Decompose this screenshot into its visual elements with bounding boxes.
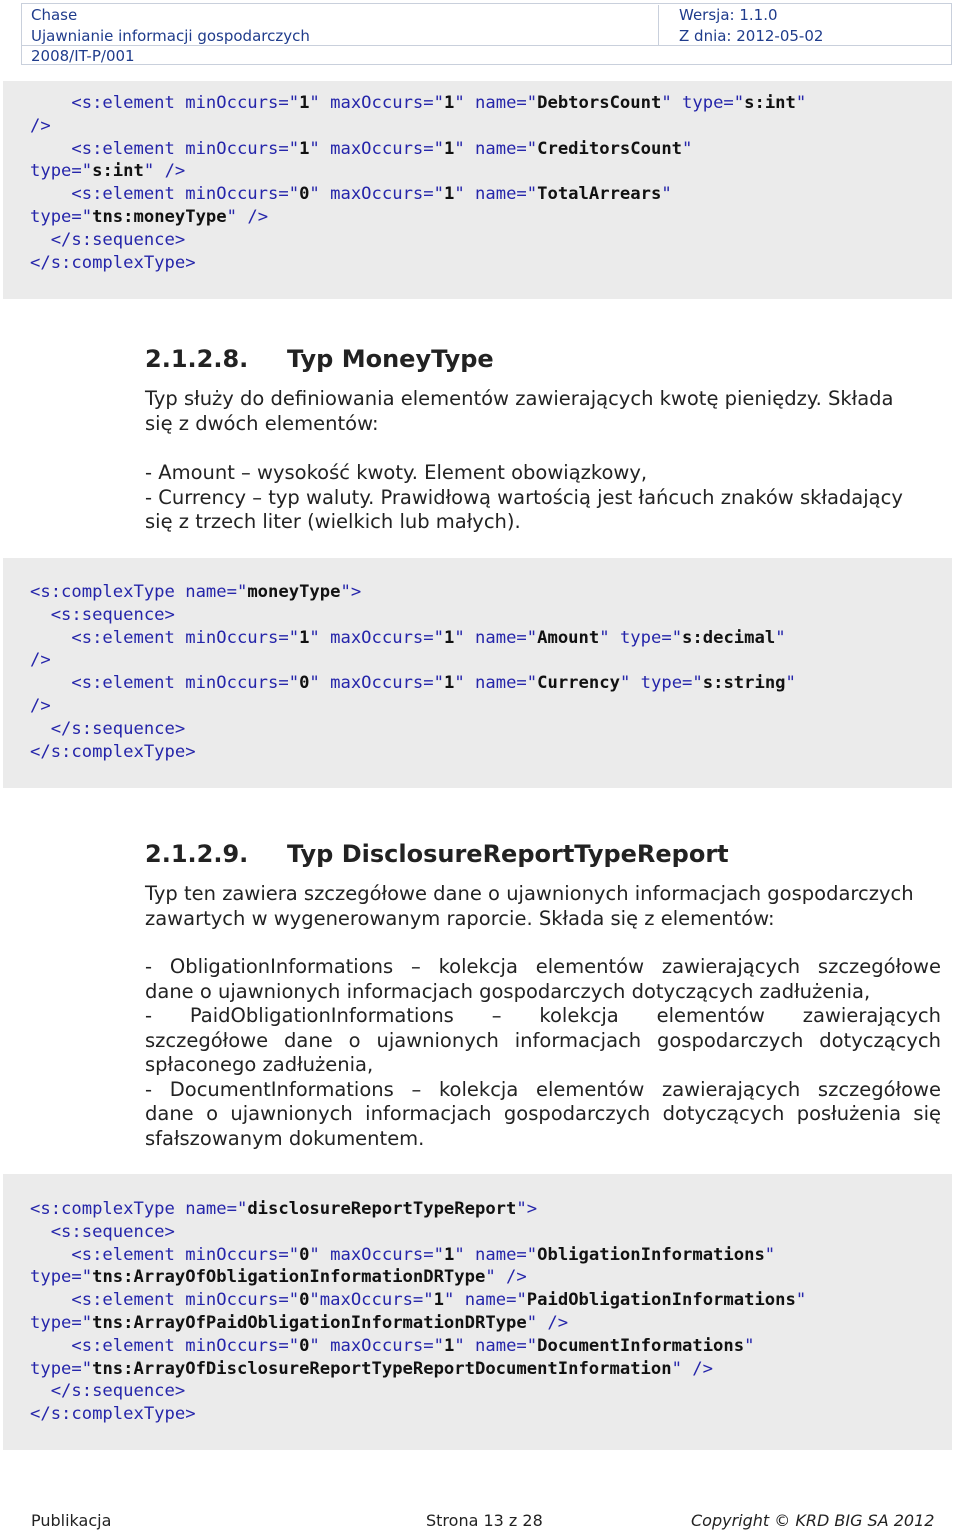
code-line: <s:element minOccurs="0" maxOccurs="1" name="TotalArrears" (30, 184, 672, 205)
code-line: type="tns:moneyType" /> (30, 206, 269, 227)
list-item: - PaidObligationInformations – kolekcja elementów zawierających (145, 1004, 941, 1027)
code-line: <s:element minOccurs="0" maxOccurs="1" name="ObligationInformations" (30, 1244, 776, 1265)
code-line: <s:element minOccurs="0" maxOccurs="1" name="Currency" type="s:string" (30, 673, 796, 694)
code-line: <s:sequence> (30, 604, 175, 625)
section-heading-money-type (145, 345, 494, 373)
section-title: Typ MoneyType (287, 345, 494, 373)
code-line: </s:complexType> (30, 741, 196, 762)
section-description (145, 882, 941, 931)
list-item: - Currency – typ waluty. Prawidłową wartością jest łańcuch znaków składający (145, 485, 903, 509)
code-line: /> (30, 115, 51, 136)
code-line: <s:element minOccurs="0" maxOccurs="1" name="DocumentInformations" (30, 1335, 755, 1356)
code-line: <s:element minOccurs="1" maxOccurs="1" name="DebtorsCount" type="s:int" (30, 93, 807, 113)
code-line: type="tns:ArrayOfDisclosureReportTypeReportDocumentInformation" /> (30, 1358, 713, 1379)
section-heading-disclosure-report (145, 840, 729, 868)
paragraph-line: zawartych w wygenerowanym raporcie. Składa się z elementów: (145, 906, 775, 930)
header-right (658, 5, 823, 45)
element-list (145, 461, 941, 535)
list-item: - ObligationInformations – kolekcja elementów zawierających szczegółowe (145, 955, 941, 978)
list-item: sfałszowanym dokumentem. (145, 1126, 425, 1150)
code-line: </s:sequence> (30, 718, 186, 739)
section-description (145, 387, 941, 436)
paragraph-line: Typ ten zawiera szczegółowe dane o ujawnionych informacjach gospodarczych (145, 882, 914, 905)
code-line: <s:element minOccurs="1" maxOccurs="1" name="Amount" type="s:decimal" (30, 627, 786, 648)
code-line: /> (30, 695, 51, 716)
code-block-money-type (3, 558, 952, 788)
list-item: dane o ujawnionych informacjach gospodarczych dotyczących posłużenia się (145, 1102, 941, 1125)
document-number: 2008/IT-P/001 (31, 47, 135, 65)
code-line: <s:complexType name="disclosureReportTypeReport"> (30, 1199, 538, 1219)
code-line: <s:sequence> (30, 1221, 175, 1242)
list-item: dane o ujawnionych informacjach gospodarczych dotyczących zadłużenia, (145, 979, 871, 1003)
code-block-disclosure-report (3, 1174, 952, 1450)
code-line: <s:element minOccurs="0"maxOccurs="1" name="PaidObligationInformations" (30, 1290, 807, 1311)
header-left (31, 5, 310, 46)
code-line: <s:complexType name="moneyType"> (30, 582, 362, 602)
list-item: szczegółowe dane o ujawnionych informacjach gospodarczych dotyczących (145, 1028, 941, 1052)
section-title: Typ DisclosureReportTypeReport (287, 840, 729, 868)
code-line: </s:sequence> (30, 229, 186, 250)
code-line: <s:element minOccurs="1" maxOccurs="1" name="CreditorsCount" (30, 138, 693, 159)
company-name: Chase (31, 6, 78, 24)
code-line: type="tns:ArrayOfObligationInformationDRType" /> (30, 1267, 527, 1288)
code-line: type="s:int" /> (30, 161, 186, 182)
header-divider (22, 45, 951, 46)
code-line: /> (30, 650, 51, 671)
date-label: Z dnia: 2012-05-02 (679, 26, 824, 45)
footer-page-number: Strona 13 z 28 (426, 1511, 543, 1530)
list-item: - DocumentInformations – kolekcja elementów zawierających szczegółowe (145, 1077, 941, 1101)
footer-publication: Publikacja (31, 1511, 112, 1530)
section-number: 2.1.2.8. (145, 345, 249, 373)
paragraph-line: Typ służy do definiowania elementów zawierających kwotę pieniędzy. Składa (145, 387, 894, 410)
footer-copyright: Copyright © KRD BIG SA 2012 (691, 1511, 935, 1530)
code-line: </s:complexType> (30, 252, 196, 273)
element-list (145, 955, 941, 1151)
list-item: - Amount – wysokość kwoty. Element obowiązkowy, (145, 461, 648, 484)
code-line: </s:sequence> (30, 1381, 186, 1402)
code-line: type="tns:ArrayOfPaidObligationInformationDRType" /> (30, 1312, 569, 1333)
document-title: Ujawnianie informacji gospodarczych (31, 26, 310, 45)
section-number: 2.1.2.9. (145, 840, 249, 868)
version-label: Wersja: 1.1.0 (679, 6, 778, 24)
list-item: spłaconego zadłużenia, (145, 1053, 374, 1076)
paragraph-line: się z dwóch elementów: (145, 411, 379, 435)
list-item: się z trzech liter (wielkich lub małych). (145, 510, 521, 533)
code-line: </s:complexType> (30, 1404, 196, 1425)
code-block-complex-type-continuation (3, 81, 952, 299)
page-header (21, 3, 952, 65)
